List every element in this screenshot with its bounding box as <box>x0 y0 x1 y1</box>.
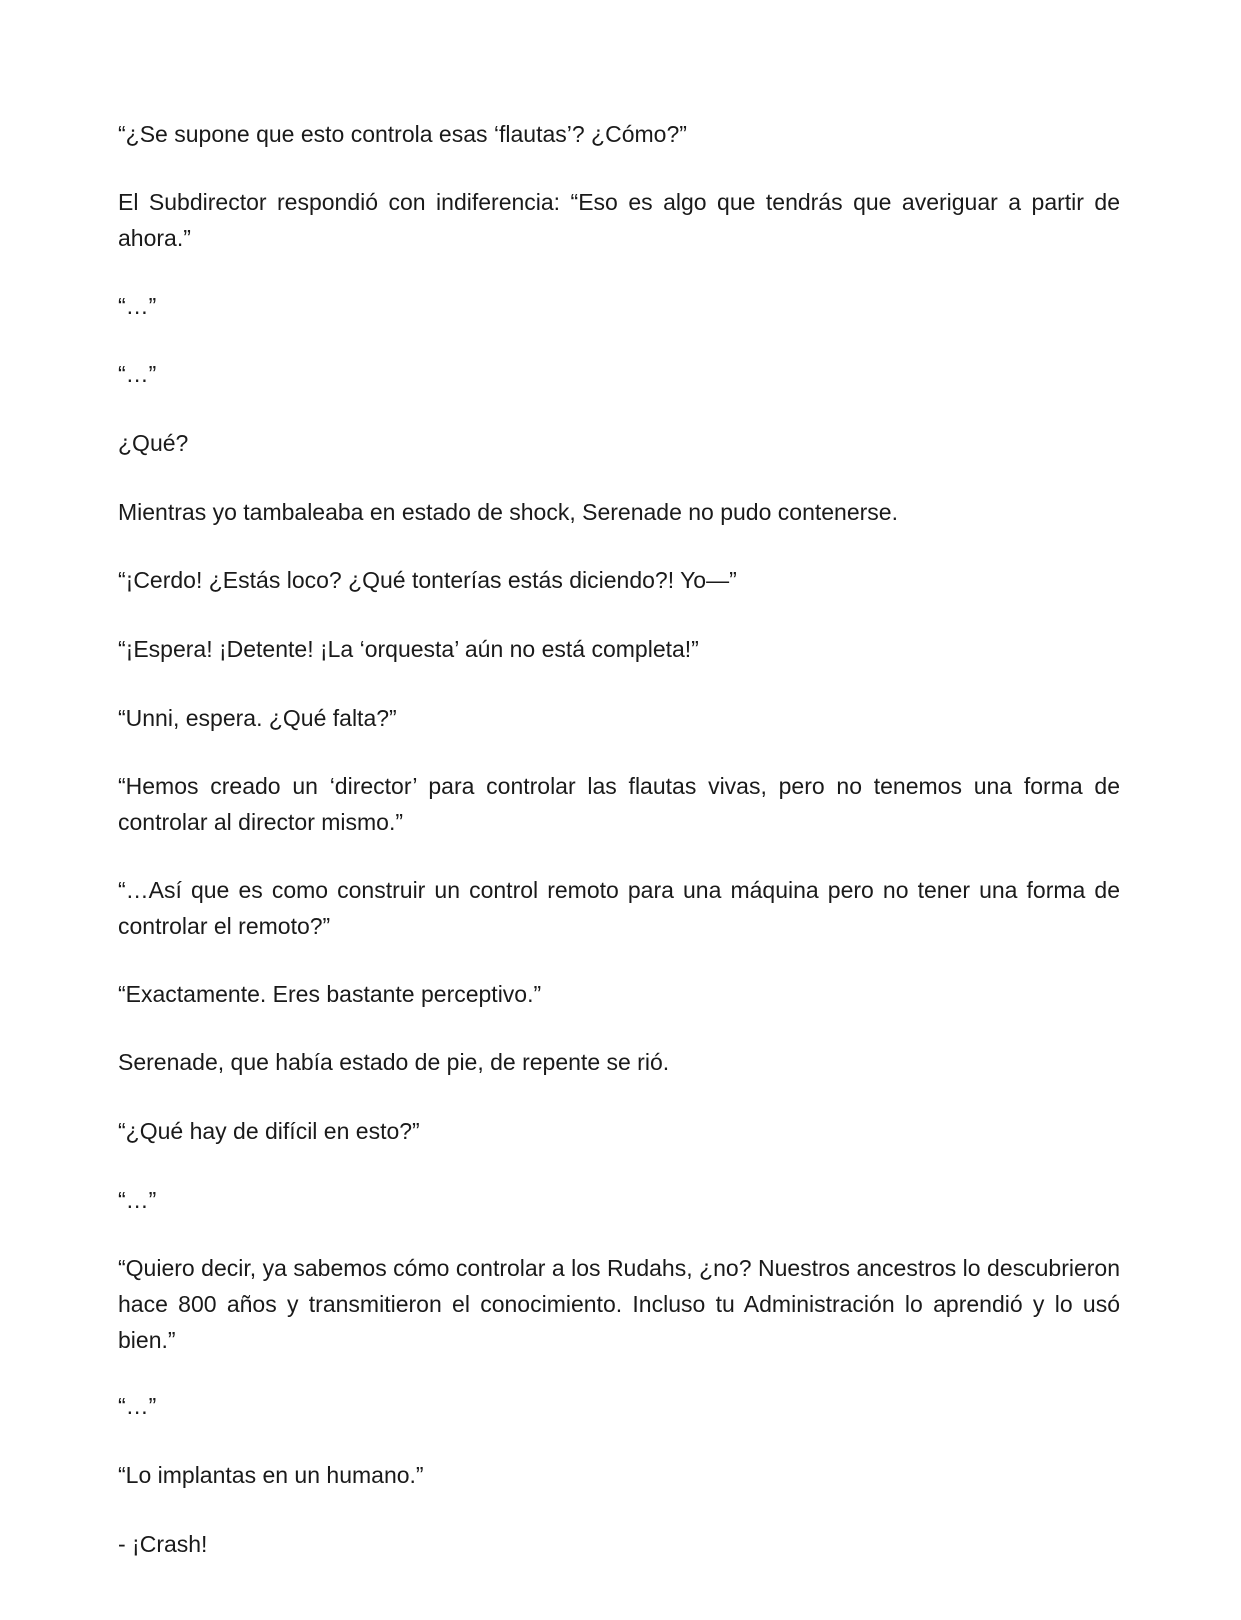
paragraph-7: “¡Cerdo! ¿Estás loco? ¿Qué tonterías estás diciendo?! Yo—” <box>118 567 737 593</box>
paragraph-14: “¿Qué hay de difícil en esto?” <box>118 1118 420 1144</box>
paragraph-8: “¡Espera! ¡Detente! ¡La ‘orquesta’ aún no está completa!” <box>118 636 699 662</box>
paragraph-4: “…” <box>118 361 157 387</box>
paragraph-6: Mientras yo tambaleaba en estado de shock, Serenade no pudo contenerse. <box>118 499 898 525</box>
paragraph-10: “Hemos creado un ‘director’ para controlar las flautas vivas, pero no tenemos una forma de controlar al director mismo.” <box>118 773 1120 835</box>
paragraph-15: “…” <box>118 1187 157 1213</box>
paragraph-2: El Subdirector respondió con indiferencia: “Eso es algo que tendrás que averiguar a partir de ahora.” <box>118 189 1120 251</box>
paragraph-13: Serenade, que había estado de pie, de repente se rió. <box>118 1049 670 1075</box>
paragraph-1: “¿Se supone que esto controla esas ‘flautas’? ¿Cómo?” <box>118 121 687 147</box>
paragraph-3: “…” <box>118 293 157 319</box>
paragraph-9: “Unni, espera. ¿Qué falta?” <box>118 705 397 731</box>
paragraph-12: “Exactamente. Eres bastante perceptivo.” <box>118 981 542 1007</box>
paragraph-11: “…Así que es como construir un control remoto para una máquina pero no tener una forma de controlar el remoto?” <box>118 877 1120 939</box>
paragraph-19: - ¡Crash! <box>118 1531 208 1557</box>
paragraph-5: ¿Qué? <box>118 430 189 456</box>
paragraph-17: “…” <box>118 1393 157 1419</box>
paragraph-16: “Quiero decir, ya sabemos cómo controlar a los Rudahs, ¿no? Nuestros ancestros lo descubrieron hace 800 años y transmitieron el conocimiento. Incluso tu Administración lo aprendió y lo usó bien.” <box>118 1255 1120 1353</box>
paragraph-18: “Lo implantas en un humano.” <box>118 1462 424 1488</box>
